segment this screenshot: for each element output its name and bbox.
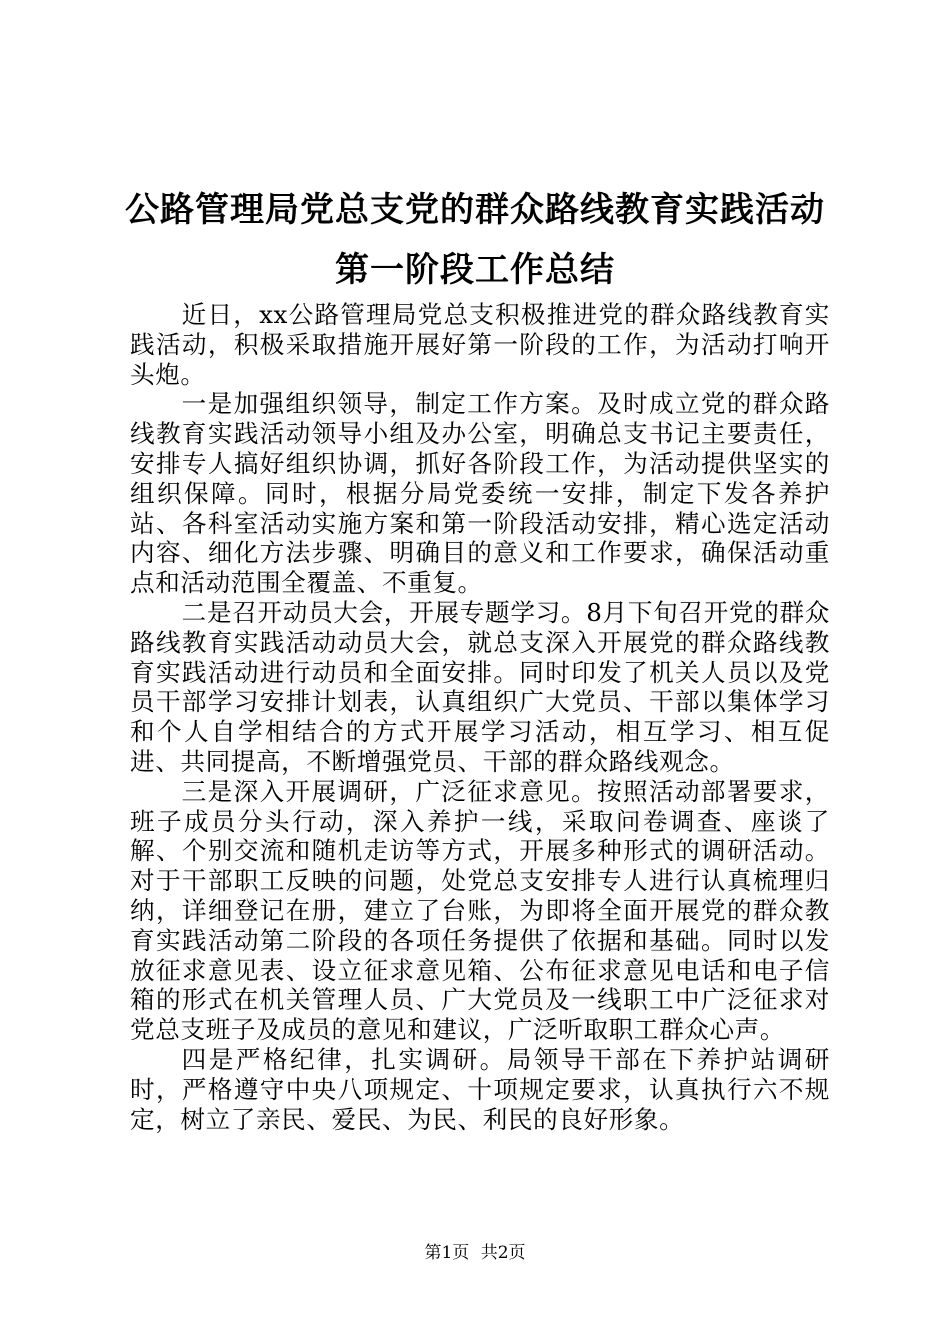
page-footer	[0, 1242, 950, 1264]
paragraph-point-1: 一是加强组织领导，制定工作方案。及时成立党的群众路线教育实践活动领导小组及办公室，明确总支书记主要责任，安排专人搞好组织协调，抓好各阶段工作，为活动提供坚实的组织保障。同时，根据分局党委统一安排，制定下发各养护站、各科室活动实施方案和第一阶段活动安排，精心选定活动内容、细化方法步骤、明确目的意义和工作要求，确保活动重点和活动范围全覆盖、不重复。	[130, 389, 830, 598]
page-number-current: 第1页	[424, 1243, 470, 1263]
document-title-line-2: 第一阶段工作总结	[335, 250, 615, 290]
page-number-total: 共2页	[480, 1243, 526, 1263]
document-body	[130, 300, 830, 1134]
document-title-line-1: 公路管理局党总支党的群众路线教育实践活动	[125, 190, 825, 230]
paragraph-point-3: 三是深入开展调研，广泛征求意见。按照活动部署要求，班子成员分头行动，深入养护一线，采取问卷调查、座谈了解、个别交流和随机走访等方式，开展多种形式的调研活动。对于干部职工反映的问题，处党总支安排专人进行认真梳理归纳，详细登记在册，建立了台账，为即将全面开展党的群众教育实践活动第二阶段的各项任务提供了依据和基础。同时以发放征求意见表、设立征求意见箱、公布征求意见电话和电子信箱的形式在机关管理人员、广大党员及一线职工中广泛征求对党总支班子及成员的意见和建议，广泛听取职工群众心声。	[130, 776, 830, 1045]
paragraph-point-4: 四是严格纪律，扎实调研。局领导干部在下养护站调研时，严格遵守中央八项规定、十项规定要求，认真执行六不规定，树立了亲民、爱民、为民、利民的良好形象。	[130, 1044, 830, 1134]
paragraph-intro: 近日，xx公路管理局党总支积极推进党的群众路线教育实践活动，积极采取措施开展好第一阶段的工作，为活动打响开头炮。	[130, 300, 830, 389]
paragraph-point-2: 二是召开动员大会，开展专题学习。8月下旬召开党的群众路线教育实践活动动员大会，就总支深入开展党的群众路线教育实践活动进行动员和全面安排。同时印发了机关人员以及党员干部学习安排计划表，认真组织广大党员、干部以集体学习和个人自学相结合的方式开展学习活动，相互学习、相互促进、共同提高，不断增强党员、干部的群众路线观念。	[130, 597, 830, 776]
